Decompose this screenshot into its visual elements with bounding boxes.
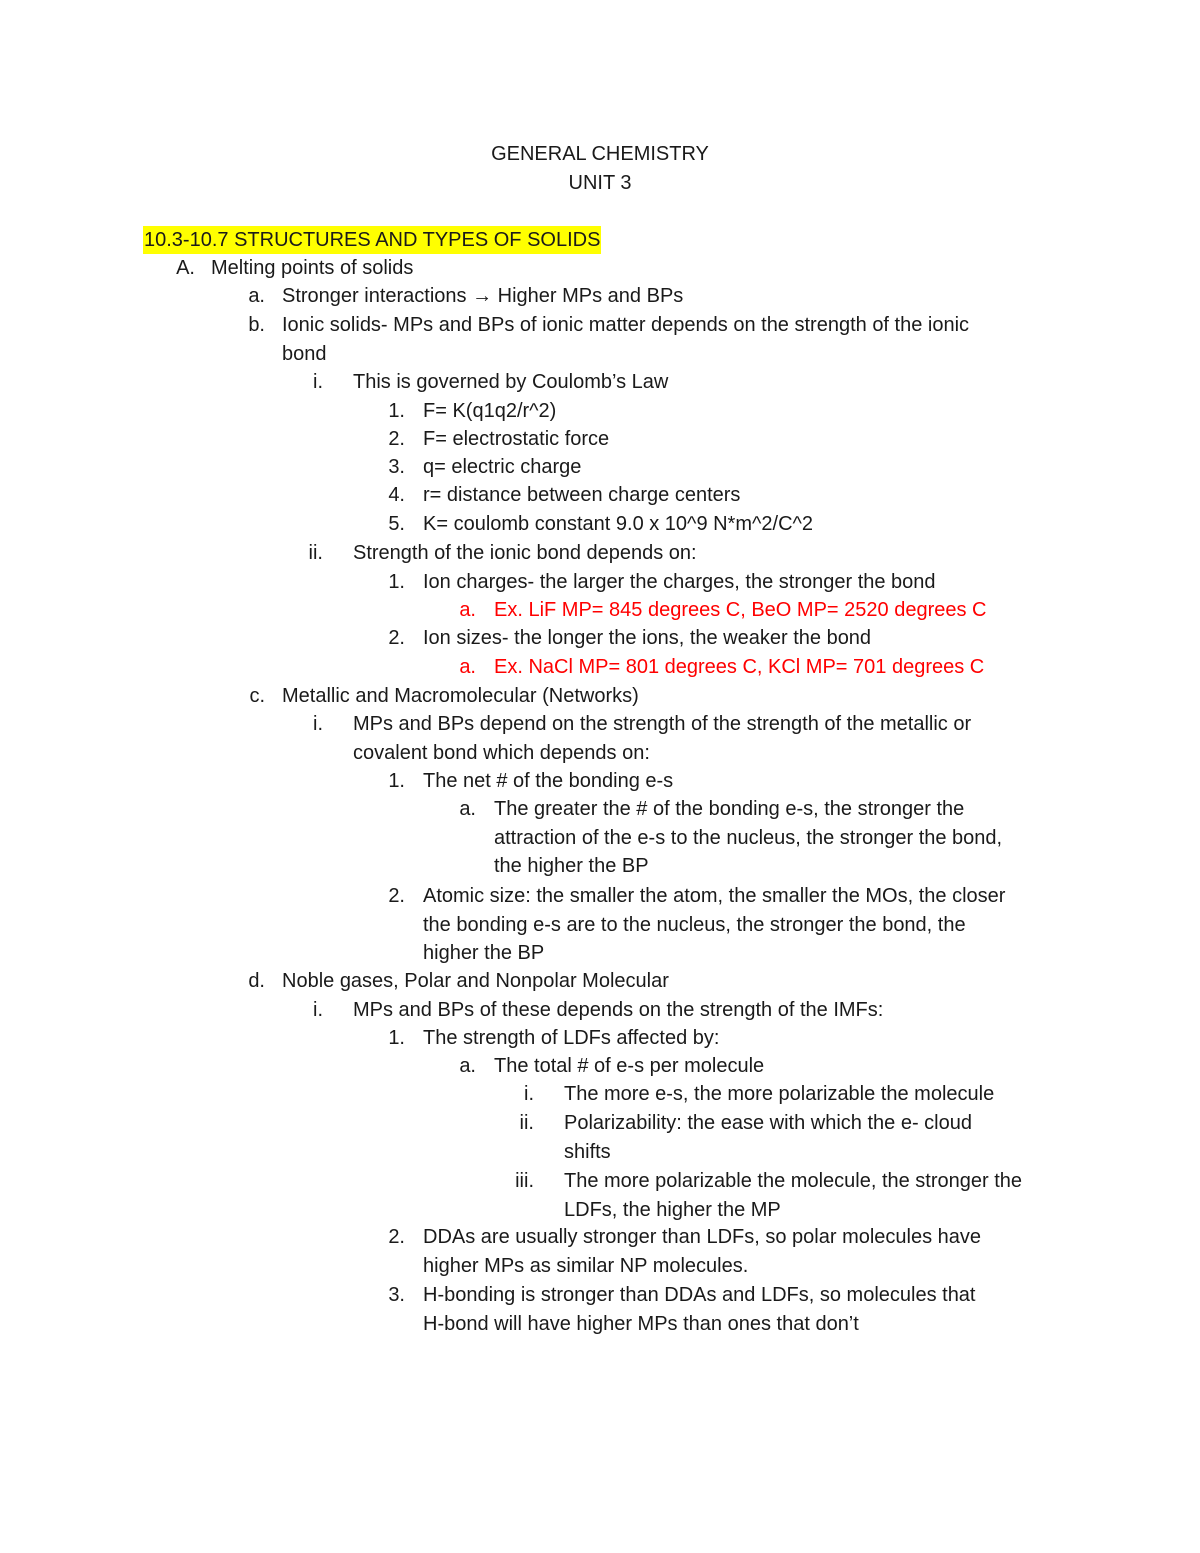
list-marker: 2. [388, 885, 405, 907]
list-marker: a. [459, 1055, 476, 1077]
list-item-text: F= K(q1q2/r^2) [423, 400, 557, 422]
list-item-text: The more polarizable the molecule, the stronger the [564, 1170, 1023, 1192]
list-marker: 2. [388, 428, 405, 450]
list-item-text: attraction of the e-s to the nucleus, the stronger the bond, [494, 826, 1003, 849]
list-marker: d. [248, 970, 265, 992]
list-item-text: shifts [564, 1140, 611, 1163]
list-marker: 1. [388, 571, 405, 593]
list-item-text: Ex. NaCl MP= 801 degrees C, KCl MP= 701 degrees C [494, 656, 985, 678]
document-subtitle: UNIT 3 [568, 172, 632, 194]
list-item-text: The strength of LDFs affected by: [423, 1027, 720, 1049]
list-marker: 3. [388, 1284, 405, 1306]
list-marker: 2. [388, 1226, 405, 1248]
list-marker: c. [249, 685, 265, 707]
list-marker: i. [313, 713, 323, 735]
list-item-text: Melting points of solids [211, 257, 414, 279]
list-marker: 2. [388, 627, 405, 649]
list-item-text: q= electric charge [423, 456, 582, 478]
list-item-text: Metallic and Macromolecular (Networks) [282, 685, 639, 707]
list-item-text: Noble gases, Polar and Nonpolar Molecular [282, 970, 669, 992]
list-item-text: covalent bond which depends on: [353, 741, 650, 764]
list-marker: i. [313, 371, 323, 393]
list-marker: A. [176, 257, 195, 279]
list-marker: a. [459, 599, 476, 621]
section-heading: 10.3-10.7 STRUCTURES AND TYPES OF SOLIDS [143, 226, 601, 254]
list-item-text: Ex. LiF MP= 845 degrees C, BeO MP= 2520 degrees C [494, 599, 987, 621]
list-item-text: r= distance between charge centers [423, 484, 741, 506]
list-item-text: The net # of the bonding e-s [423, 770, 674, 792]
list-item-text: higher MPs as similar NP molecules. [423, 1254, 749, 1277]
list-item-text: F= electrostatic force [423, 428, 610, 450]
list-item-text: The greater the # of the bonding e-s, the stronger the [494, 798, 965, 820]
list-marker: i. [313, 999, 323, 1021]
list-item-text: MPs and BPs of these depends on the strength of the IMFs: [353, 999, 884, 1021]
list-marker: ii. [308, 542, 323, 564]
list-marker: b. [248, 314, 265, 336]
list-marker: 4. [388, 484, 405, 506]
list-item-text: DDAs are usually stronger than LDFs, so polar molecules have [423, 1226, 982, 1248]
list-item-text: The total # of e-s per molecule [494, 1055, 765, 1077]
list-item-text: H-bonding is stronger than DDAs and LDFs, so molecules that [423, 1284, 976, 1306]
list-item-text: Strength of the ionic bond depends on: [353, 542, 697, 564]
list-marker: a. [459, 656, 476, 678]
list-item-text: Stronger interactions → Higher MPs and BPs [282, 285, 684, 307]
document-title: GENERAL CHEMISTRY [491, 143, 709, 165]
list-marker: 1. [388, 770, 405, 792]
list-item-text: bond [282, 342, 327, 365]
list-item-text: the bonding e-s are to the nucleus, the stronger the bond, the [423, 913, 966, 936]
list-item-text: higher the BP [423, 942, 545, 964]
list-marker: a. [459, 798, 476, 820]
list-item-text: The more e-s, the more polarizable the molecule [564, 1083, 995, 1105]
list-marker: ii. [519, 1112, 534, 1134]
list-item-text: Ion charges- the larger the charges, the stronger the bond [423, 571, 936, 593]
list-marker: a. [248, 285, 265, 307]
list-item-text: Ion sizes- the longer the ions, the weaker the bond [423, 627, 872, 649]
list-marker: 5. [388, 513, 405, 535]
list-item-text: Atomic size: the smaller the atom, the smaller the MOs, the closer [423, 885, 1006, 907]
list-item-text: the higher the BP [494, 855, 649, 877]
list-marker: 1. [388, 1027, 405, 1049]
list-marker: i. [524, 1083, 534, 1105]
list-item-text: LDFs, the higher the MP [564, 1198, 781, 1221]
list-marker: iii. [515, 1170, 534, 1192]
list-item-text: Polarizability: the ease with which the e- cloud [564, 1112, 972, 1134]
list-item-text: Ionic solids- MPs and BPs of ionic matter depends on the strength of the ionic [282, 314, 970, 336]
list-item-text: This is governed by Coulomb’s Law [353, 371, 669, 393]
list-item-text: K= coulomb constant 9.0 x 10^9 N*m^2/C^2 [423, 513, 814, 535]
list-item-text: MPs and BPs depend on the strength of the strength of the metallic or [353, 713, 972, 735]
list-item-text: H-bond will have higher MPs than ones that don’t [423, 1312, 859, 1335]
list-marker: 3. [388, 456, 405, 478]
list-marker: 1. [388, 400, 405, 422]
